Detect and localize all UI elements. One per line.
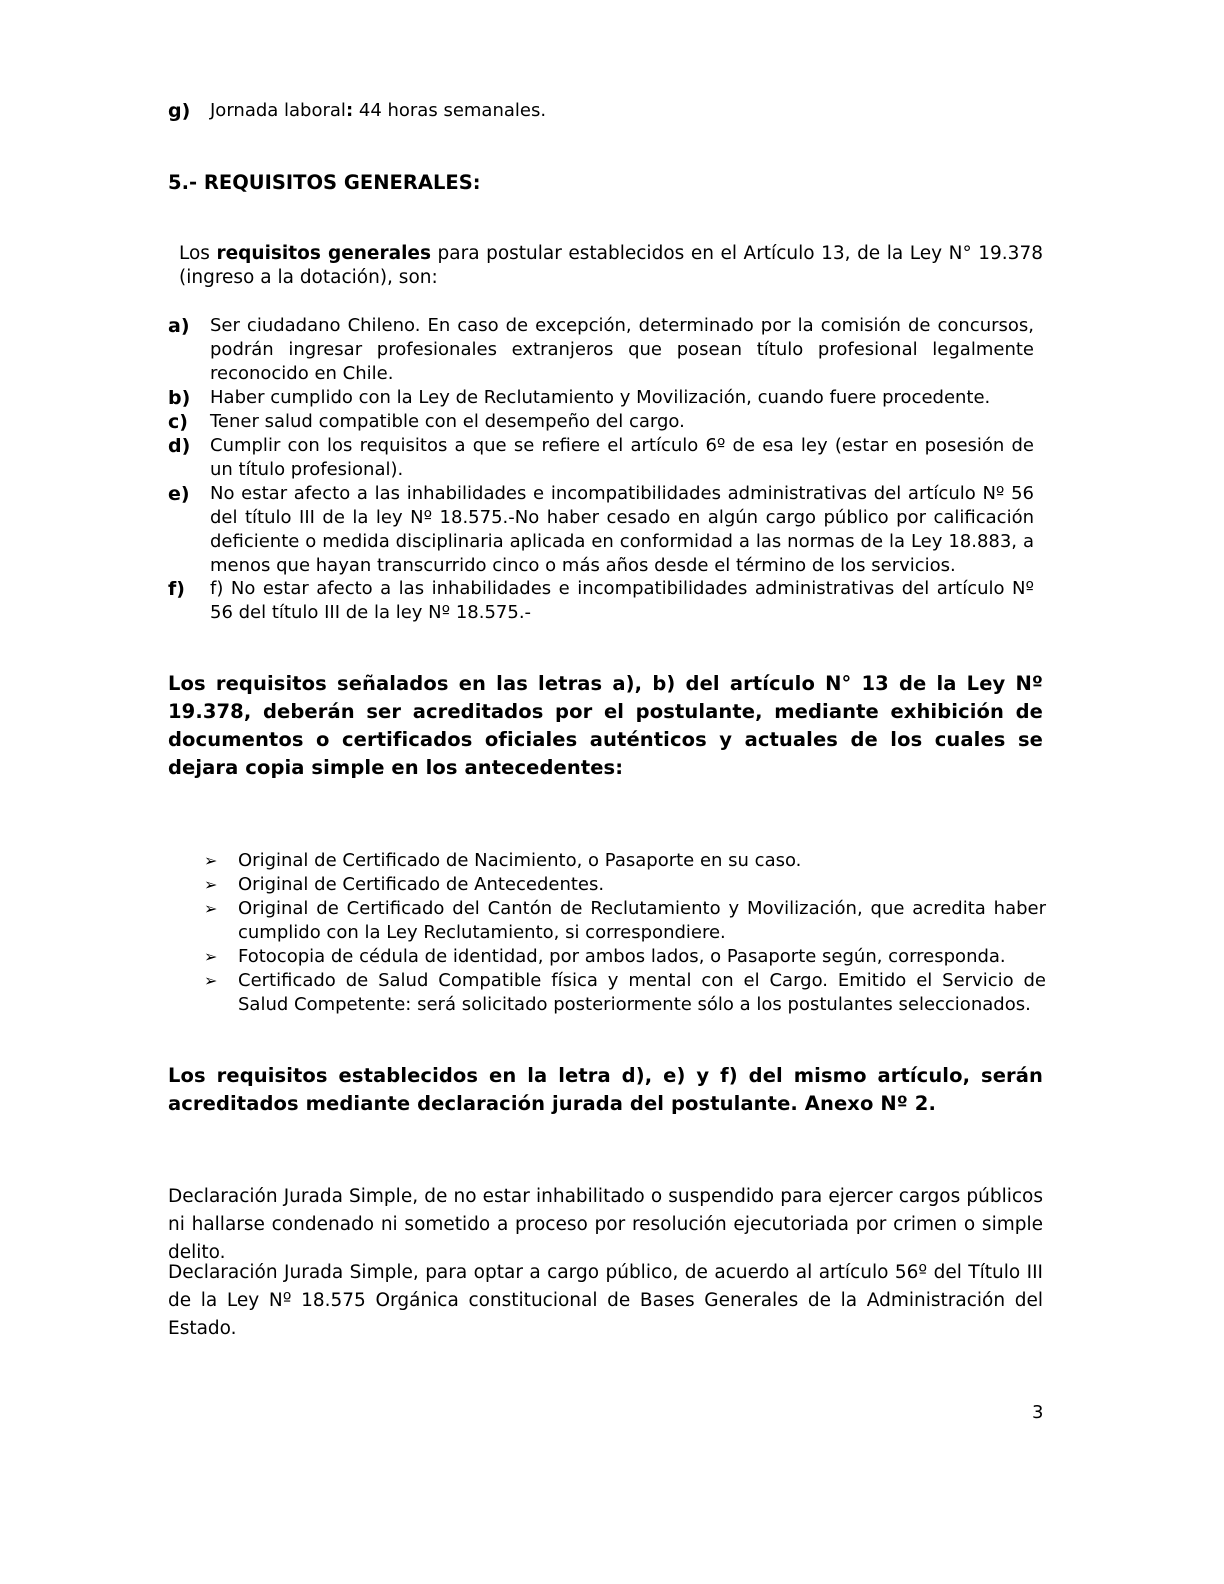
document-text: Original de Certificado de Antecedentes. xyxy=(238,874,605,895)
requirement-label: f) xyxy=(168,578,185,600)
requirement-item xyxy=(168,314,1034,386)
requirement-label: b) xyxy=(168,387,191,409)
accreditation-note: Los requisitos señalados en las letras a), b) del artículo N° 13 de la Ley Nº 19.378, deberán ser acreditados por el postulante, mediante exhibición de documentos o certificados oficiales auténticos y actuales de los cuales se dejara copia simple en los antecedentes: xyxy=(168,672,1043,779)
bullet-arrow-icon: ➢ xyxy=(204,947,218,966)
bullet-arrow-icon: ➢ xyxy=(204,875,218,894)
document-text: Fotocopia de cédula de identidad, por ambos lados, o Pasaporte según, corresponda. xyxy=(238,946,1006,967)
item-g-text-a: Jornada laboral xyxy=(210,100,346,121)
intro-before: Los xyxy=(179,243,217,264)
page-number: 3 xyxy=(1032,1402,1044,1423)
requirement-item xyxy=(168,386,1034,410)
requirement-text: f) No estar afecto a las inhabilidades e incompatibilidades administrativas del artículo Nº 56 del título III de la ley Nº 18.575.- xyxy=(210,578,1034,623)
item-g-label: g) xyxy=(168,100,191,122)
requirement-label: a) xyxy=(168,315,190,337)
document-text: Original de Certificado del Cantón de Reclutamiento y Movilización, que acredita haber cumplido con la Ley Reclutamiento, si correspondiere. xyxy=(238,898,1046,943)
item-g-text xyxy=(210,99,1034,123)
requirement-text: Tener salud compatible con el desempeño del cargo. xyxy=(210,411,685,432)
intro-bold: requisitos generales xyxy=(216,243,431,264)
declaration-note: Los requisitos establecidos en la letra d), e) y f) del mismo artículo, serán acreditados mediante declaración jurada del postulante. Anexo Nº 2. xyxy=(168,1064,1043,1115)
bullet-arrow-icon: ➢ xyxy=(204,851,218,870)
requirement-item xyxy=(168,482,1034,578)
requirement-text: Haber cumplido con la Ley de Reclutamiento y Movilización, cuando fuere procedente. xyxy=(210,387,991,408)
declaration-paragraph-1: Declaración Jurada Simple, de no estar inhabilitado o suspendido para ejercer cargos públicos ni hallarse condenado ni sometido a proceso por resolución ejecutoriada por crimen o simple delito. xyxy=(168,1186,1043,1263)
requirement-item xyxy=(168,410,1034,434)
bullet-arrow-icon: ➢ xyxy=(204,899,218,918)
requirement-text: No estar afecto a las inhabilidades e incompatibilidades administrativas del artículo Nº 56 del título III de la ley Nº 18.575.-No haber cesado en algún cargo público por calificación deficiente o medida disciplinaria aplicada en conformidad a las normas de la Ley 18.883, a menos que hayan transcurrido cinco o más años desde el término de los servicios. xyxy=(210,483,1034,576)
intro-after: para postular establecidos en el Artículo 13, de la Ley N° 19.378 (ingreso a la dotación), son: xyxy=(179,243,1043,288)
bullet-arrow-icon: ➢ xyxy=(204,971,218,990)
item-g-text-b: 44 horas semanales. xyxy=(353,100,547,121)
declaration-paragraph-2: Declaración Jurada Simple, para optar a cargo público, de acuerdo al artículo 56º del Título III de la Ley Nº 18.575 Orgánica constitucional de Bases Generales de la Administración del Estado. xyxy=(168,1262,1043,1339)
document-text: Original de Certificado de Nacimiento, o Pasaporte en su caso. xyxy=(238,850,802,871)
requirement-item xyxy=(168,434,1034,482)
requirement-item xyxy=(168,577,1034,625)
requirement-label: d) xyxy=(168,435,191,457)
intro-paragraph xyxy=(179,242,1043,290)
requirement-label: c) xyxy=(168,411,188,433)
section-title: 5.- REQUISITOS GENERALES: xyxy=(168,171,481,194)
item-g-colon: : xyxy=(345,100,354,121)
requirement-text: Cumplir con los requisitos a que se refiere el artículo 6º de esa ley (estar en posesión de un título profesional). xyxy=(210,435,1034,480)
requirement-text: Ser ciudadano Chileno. En caso de excepción, determinado por la comisión de concursos, podrán ingresar profesionales extranjeros que posean título profesional legalmente reconocido en Chile. xyxy=(210,315,1034,384)
document-text: Certificado de Salud Compatible física y mental con el Cargo. Emitido el Servicio de Salud Competente: será solicitado posteriormente sólo a los postulantes seleccionados. xyxy=(238,970,1046,1015)
requirement-label: e) xyxy=(168,483,190,505)
